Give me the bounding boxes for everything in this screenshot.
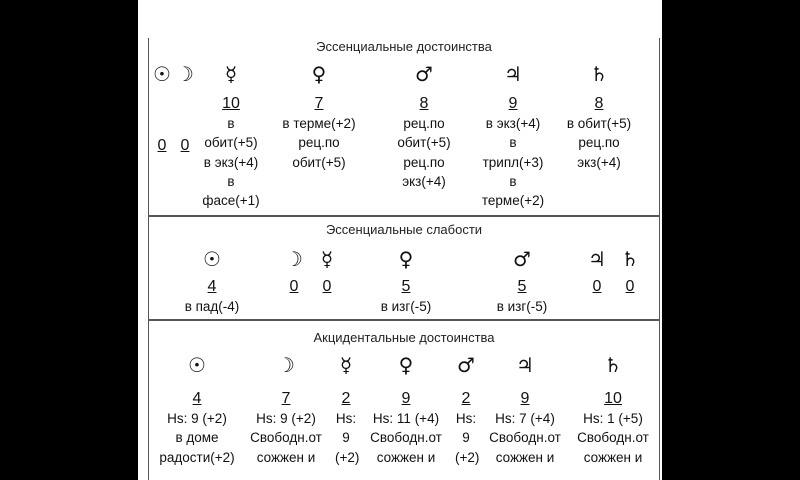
score-detail-line: сожжен и xyxy=(376,449,436,465)
sun-icon: ☉ xyxy=(188,353,206,377)
score-cell xyxy=(282,277,306,297)
score-detail-line: в xyxy=(227,173,235,189)
section-accidental-dignities xyxy=(148,320,660,480)
score-cell xyxy=(384,94,464,191)
score-detail-line: Hs: 11 (+4) xyxy=(372,411,440,426)
score-value: 10 xyxy=(604,390,622,407)
score-value: 9 xyxy=(520,390,530,407)
score-cell xyxy=(167,277,257,316)
score-cell xyxy=(361,277,451,316)
score-detail-line: Hs: 7 (+4) xyxy=(495,411,555,426)
score-value: 7 xyxy=(281,390,291,407)
score-detail-line: Hs: 9 (+2) xyxy=(167,411,227,426)
score-detail-line: Hs: 1 (+5) xyxy=(583,411,643,426)
sun-icon: ☉ xyxy=(153,62,171,86)
section-title: Акцидентальные достоинства xyxy=(313,330,495,345)
moon-icon: ☽ xyxy=(277,353,295,377)
score-detail-line: рец.по xyxy=(403,116,445,131)
mercury-icon: ☿ xyxy=(339,353,353,377)
score-value: 2 xyxy=(461,390,471,407)
mercury-icon: ☿ xyxy=(224,62,238,86)
score-value: 0 xyxy=(157,137,167,154)
saturn-icon: ♄ xyxy=(621,247,639,271)
section-essential-dignities xyxy=(148,38,660,216)
score-detail-line: Hs: 9 (+2) xyxy=(256,411,316,426)
score-value: 0 xyxy=(322,278,332,295)
score-detail-line: Hs: xyxy=(455,411,477,426)
score-value: 0 xyxy=(625,278,635,295)
score-detail-line: в xyxy=(227,116,235,131)
score-detail-line: экз(+4) xyxy=(402,173,446,189)
score-detail-line: рец.по xyxy=(403,154,445,170)
score-cell xyxy=(481,389,569,467)
score-detail-line: сожжен и xyxy=(583,449,643,465)
score-detail-line: в доме xyxy=(175,430,219,446)
score-detail-line: терме(+2) xyxy=(481,193,545,209)
score-value: 5 xyxy=(517,278,527,295)
moon-icon: ☽ xyxy=(176,62,194,86)
score-cell xyxy=(569,389,657,467)
score-value: 4 xyxy=(192,390,202,407)
score-cell xyxy=(274,94,364,172)
score-detail-line: 9 xyxy=(462,430,470,446)
score-detail-line: фасе(+1) xyxy=(202,193,260,209)
score-detail-line: в пад(-4) xyxy=(184,299,240,314)
score-detail-line: сожжен и xyxy=(256,449,316,465)
score-detail-line: сожжен и xyxy=(495,449,555,465)
score-value: 9 xyxy=(401,390,411,407)
score-detail-line: в экз(+4) xyxy=(485,116,541,131)
score-cell xyxy=(242,389,330,467)
score-detail-line: в терме(+2) xyxy=(282,116,356,131)
score-detail-line: Свободн.от xyxy=(250,430,322,446)
score-cell xyxy=(473,94,553,210)
venus-icon: ♀ xyxy=(398,353,414,377)
score-value: 9 xyxy=(508,95,518,112)
score-detail-line: рец.по xyxy=(298,135,340,151)
score-cell xyxy=(477,277,567,316)
score-value: 10 xyxy=(222,95,240,112)
score-detail-line: в экз(+4) xyxy=(203,154,259,170)
score-detail-line: Hs: xyxy=(335,411,357,426)
score-detail-line: рец.по xyxy=(578,135,620,151)
venus-icon: ♀ xyxy=(398,247,414,271)
saturn-icon: ♄ xyxy=(590,62,608,86)
score-value: 0 xyxy=(289,278,299,295)
score-cell xyxy=(191,94,271,210)
sun-icon: ☉ xyxy=(203,247,221,271)
score-cell xyxy=(455,389,480,467)
score-detail-line: обит(+5) xyxy=(292,154,346,170)
score-cell xyxy=(618,277,642,297)
score-detail-line: 9 xyxy=(342,430,350,446)
moon-icon: ☽ xyxy=(285,247,303,271)
score-detail-line: (+2) xyxy=(455,449,480,465)
score-value: 5 xyxy=(401,278,411,295)
score-value: 7 xyxy=(314,95,324,112)
section-essential-debilities xyxy=(148,216,660,320)
score-cell xyxy=(335,389,360,467)
score-detail-line: в xyxy=(509,173,517,189)
score-detail-line: радости(+2) xyxy=(159,449,235,465)
mars-icon: ♂ xyxy=(415,62,433,86)
jupiter-icon: ♃ xyxy=(504,62,522,86)
score-value: 4 xyxy=(207,278,217,295)
score-value: 8 xyxy=(419,95,429,112)
score-value: 0 xyxy=(180,137,190,154)
score-detail-line: обит(+5) xyxy=(204,135,258,151)
score-value: 8 xyxy=(594,95,604,112)
score-value: 2 xyxy=(341,390,351,407)
score-cell xyxy=(585,277,609,297)
score-cell xyxy=(555,94,643,172)
jupiter-icon: ♃ xyxy=(588,247,606,271)
score-cell xyxy=(362,389,450,467)
section-title: Эссенциальные достоинства xyxy=(316,39,492,54)
score-detail-line: экз(+4) xyxy=(577,154,621,170)
score-detail-line: трипл(+3) xyxy=(482,154,544,170)
score-value: 0 xyxy=(592,278,602,295)
score-cell xyxy=(156,389,238,467)
score-detail-line: обит(+5) xyxy=(397,135,451,151)
section-title: Эссенциальные слабости xyxy=(325,222,483,237)
jupiter-icon: ♃ xyxy=(516,353,534,377)
score-detail-line: в изг(-5) xyxy=(496,299,548,314)
score-detail-line: Свободн.от xyxy=(577,430,649,446)
score-detail-line: в изг(-5) xyxy=(380,299,432,314)
mars-icon: ♂ xyxy=(457,353,475,377)
score-cell xyxy=(315,277,339,297)
score-cell xyxy=(150,136,174,156)
mars-icon: ♂ xyxy=(513,247,531,271)
saturn-icon: ♄ xyxy=(604,353,622,377)
score-detail-line: Свободн.от xyxy=(370,430,442,446)
mercury-icon: ☿ xyxy=(320,247,334,271)
score-detail-line: (+2) xyxy=(335,449,360,465)
score-detail-line: в обит(+5) xyxy=(566,116,632,131)
score-detail-line: в xyxy=(509,135,517,151)
venus-icon: ♀ xyxy=(311,62,327,86)
score-detail-line: Свободн.от xyxy=(489,430,561,446)
screen xyxy=(138,0,662,480)
